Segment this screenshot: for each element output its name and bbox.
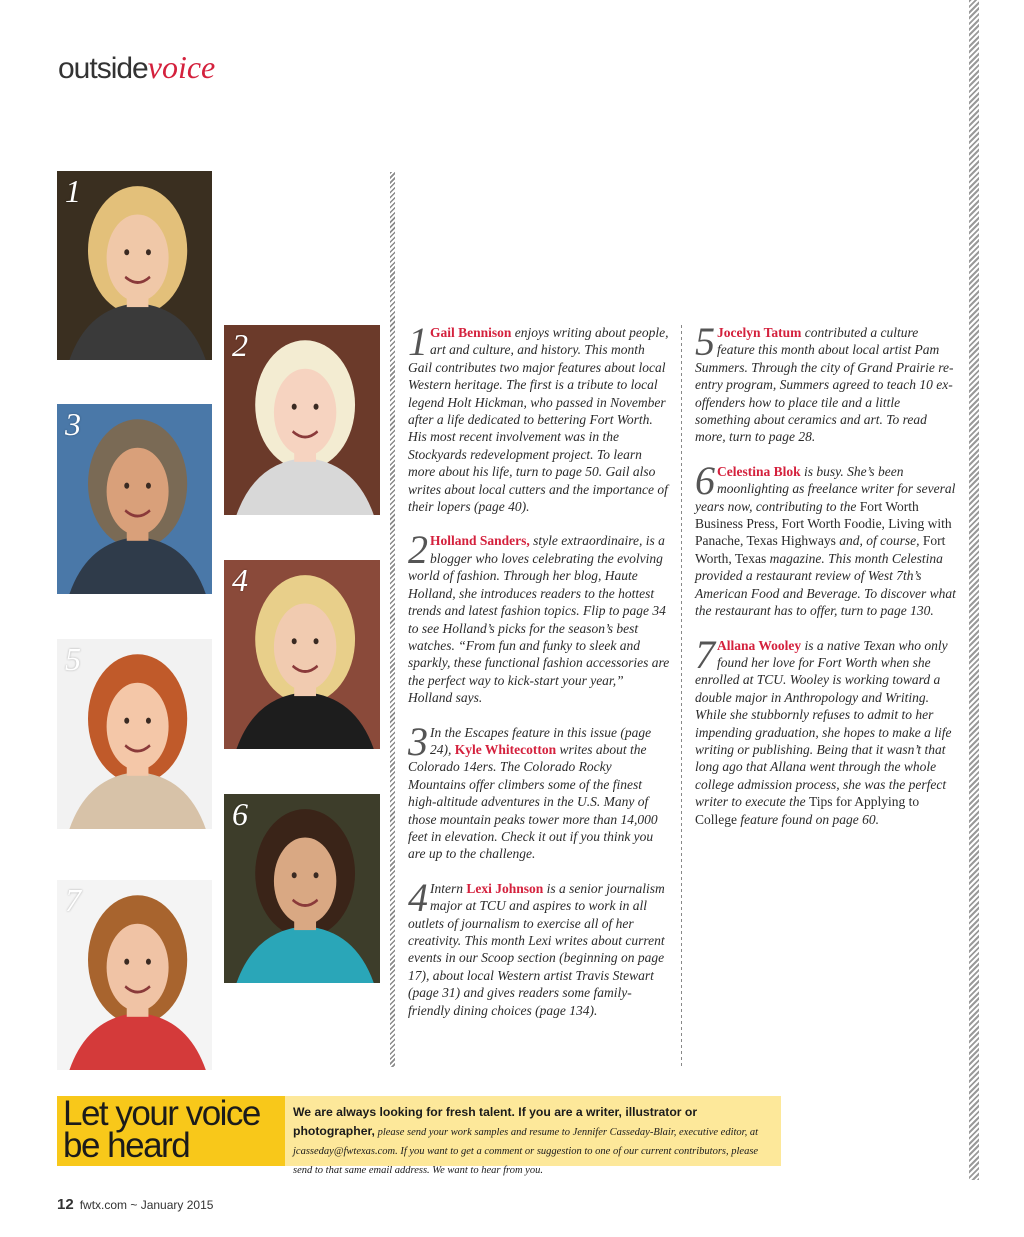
- photo-number: 6: [232, 796, 248, 832]
- photo-number: 4: [232, 562, 248, 598]
- masthead-part2: voice: [147, 49, 216, 85]
- call-for-talent-banner: [57, 1094, 781, 1176]
- photo-face: [107, 214, 169, 301]
- entry-number: 6: [695, 457, 715, 503]
- photo-eye: [292, 404, 297, 410]
- photo-number: 5: [65, 641, 81, 677]
- photo-eye: [124, 249, 129, 255]
- masthead-part1: outside: [58, 52, 148, 85]
- contributor-entry-7: [695, 631, 957, 828]
- banner-body: please send your work samples and resume to Jennifer Casseday-Blair, executive editor, at jcasseday@fwtexas.com. If you want to get a comment or suggestion to one of our current contributors, please send to that same email address. We want to hear from you.: [293, 1127, 759, 1176]
- contributor-name: Jocelyn Tatum: [717, 325, 802, 340]
- entry-number: 7: [695, 631, 715, 677]
- text-column-right: [695, 319, 957, 845]
- photo-eye: [314, 638, 319, 644]
- contributor-photo-1: [57, 171, 212, 360]
- contributor-entry-2: [408, 527, 670, 706]
- entry-text: style extraordinaire, is a blogger who loves celebrating the evolving world of fashion. Through her blog, Haute Holland, she introduces readers to the hottest trends and latest fashion topics. Flip to page 34 to see Holland’s picks for the season’s best watches. “From fun and funky to sleek and sparkly, these functional fashion accessories are the perfect way to kick-start your year,” Holland says.: [408, 533, 670, 706]
- photo-face: [107, 924, 169, 1011]
- photo-face: [274, 369, 336, 456]
- contributor-photo-5: [57, 639, 212, 829]
- entry-text-roman: Tips for Applying to College: [695, 794, 920, 827]
- contributor-photo-6: [224, 794, 380, 983]
- entry-number: 1: [408, 319, 428, 364]
- contributor-name: Holland Sanders,: [430, 533, 530, 549]
- photo-face: [107, 683, 169, 770]
- footer-text: fwtx.com ~ January 2015: [79, 1198, 214, 1212]
- entry-text-roman: Fort Worth, Texas: [695, 533, 946, 566]
- contributor-photo-7: [57, 880, 212, 1070]
- entry-text: magazine. This month Celestina provided a restaurant review of West 7th’s American Food and Beverage. To discover what the restaurant has to offer, turn to page 130.: [695, 550, 956, 619]
- text-column-left: [408, 319, 670, 1036]
- banner-lead: We are always looking for fresh talent. If you are a writer, illustrator or photographer,: [293, 1105, 698, 1138]
- page-number: 12: [57, 1196, 74, 1213]
- contributor-photo-3: [57, 404, 212, 594]
- photo-eye: [314, 872, 319, 878]
- entry-text: is a native Texan who only found her love for Fort Worth when she enrolled at TCU. Wooley is working toward a double major in Anthropology and Writing. While she stubbornly refuses to admit to her impending graduation, she hopes to make a life writing or publishing. Being that it wasn’t that long ago that Allana went through the whole college admission process, she was the perfect writer to execute the: [695, 637, 952, 810]
- column-divider: [390, 172, 395, 1067]
- photo-eye: [292, 872, 297, 878]
- contributor-entry-3: [408, 718, 670, 863]
- contributor-photo-2: [224, 325, 380, 515]
- entry-number: 3: [408, 718, 428, 764]
- photo-number: 1: [65, 173, 81, 209]
- photo-eye: [124, 483, 129, 489]
- contributor-entry-6: [695, 457, 957, 620]
- photo-eye: [146, 483, 151, 489]
- photo-eye: [124, 959, 129, 965]
- photo-eye: [146, 718, 151, 724]
- contributor-entry-1: [408, 319, 670, 515]
- entry-number: 2: [408, 527, 428, 573]
- photo-eye: [146, 959, 151, 965]
- page-footer: [57, 1196, 213, 1213]
- entry-text-pre: In the Escapes feature in this issue (page 24),: [430, 724, 652, 757]
- photo-eye: [292, 638, 297, 644]
- decorative-edge-stripe: [969, 0, 979, 1180]
- contributor-name: Gail Bennison: [430, 325, 512, 340]
- photo-eye: [124, 718, 129, 724]
- column-divider-thin: [681, 325, 682, 1067]
- contributor-name: Lexi Johnson: [466, 880, 544, 896]
- entry-text: is busy. She’s been moonlighting as freelance writer for several years now, contributing to the: [695, 463, 956, 514]
- entry-text: enjoys writing about people, art and culture, and history. This month Gail contributes two major features about local Western heritage. The first is a tribute to local legend Holt Hickman, who passed in November after a life dedicated to bettering Fort Worth. His most recent involvement was in the Stockyards redevelopment project. To learn more about his life, turn to page 50. Gail also writes about local cutters and the importance of their lopers (page 40).: [408, 325, 669, 515]
- entry-text: contributed a culture feature this month about local artist Pam Summers. Through the city of Grand Prairie re-entry program, Summers agreed to teach 10 ex-offenders how to place tile and a little something about ceramics and art. To read more, turn to page 28.: [695, 325, 954, 445]
- photo-face: [274, 603, 336, 690]
- contributor-name: Kyle Whitecotton: [454, 741, 557, 757]
- photo-face: [107, 448, 169, 535]
- entry-text-pre: Intern: [430, 880, 467, 896]
- contributor-entry-4: [408, 874, 670, 1019]
- entry-text: writes about the Colorado 14ers. The Colorado Rocky Mountains offer climbers some of the finest high-altitude adventures in the U.S. Many of those mountain peaks tower more than 14,000 feet in elevation. Check it out if you think you are up to the challenge.: [408, 741, 658, 862]
- photo-number: 7: [65, 882, 81, 918]
- entry-text-roman: Fort Worth Business Press, Fort Worth Foodie, Living with Panache, Texas Highways: [695, 498, 952, 549]
- entry-text: feature found on page 60.: [737, 811, 879, 827]
- photo-eye: [314, 404, 319, 410]
- entry-text: is a senior journalism major at TCU and aspires to work in all outlets of journalism to exercise all of her creativity. This month Lexi writes about current events in our Scoop section (beginning on page 17), about local Western artist Travis Stewart (page 31) and gives readers some family-friendly dining choices (page 134).: [408, 880, 665, 1018]
- entry-text: and, of course,: [835, 533, 923, 549]
- banner-heading: Let your voice be heard: [63, 1094, 260, 1165]
- contributor-name: Celestina Blok: [717, 463, 801, 479]
- contributor-entry-5: [695, 319, 957, 446]
- entry-number: 4: [408, 874, 428, 920]
- photo-number: 2: [232, 327, 248, 363]
- entry-number: 5: [695, 319, 715, 364]
- banner-panel: [285, 1096, 781, 1176]
- contributor-photo-4: [224, 560, 380, 749]
- photo-face: [274, 837, 336, 924]
- photo-number: 3: [65, 406, 81, 442]
- photo-eye: [146, 249, 151, 255]
- section-masthead: [58, 50, 215, 86]
- contributor-name: Allana Wooley: [717, 637, 802, 653]
